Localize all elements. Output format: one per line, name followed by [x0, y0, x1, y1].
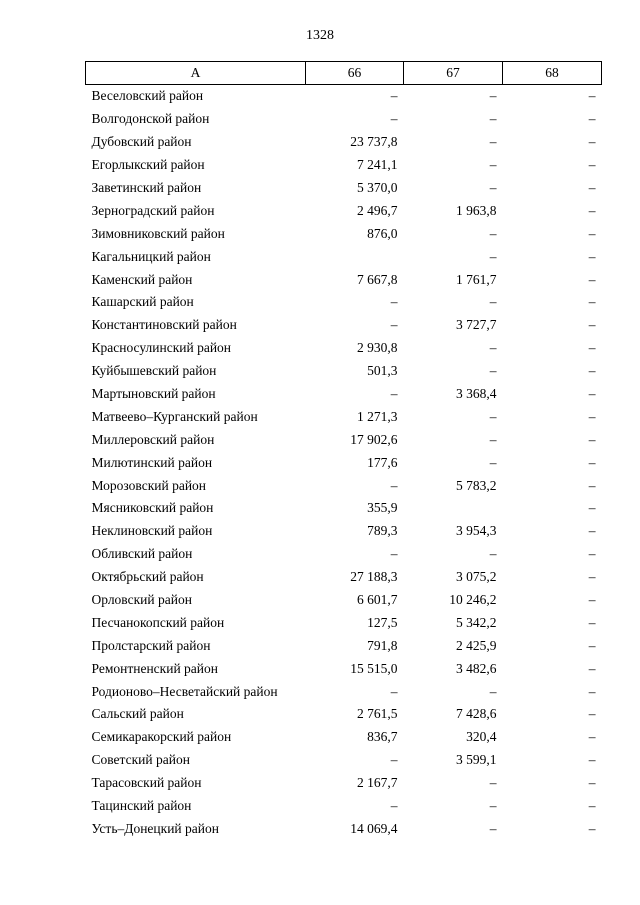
header-cell-67: 67: [404, 62, 503, 85]
district-name-cell: Кашарский район: [91, 294, 194, 310]
value-cell-67: –: [489, 775, 497, 791]
value-cell-68: –: [588, 660, 596, 676]
value-cell-67: 3 482,6: [456, 660, 497, 676]
value-cell-68: –: [588, 614, 596, 630]
value-cell-67: 1 963,8: [456, 202, 497, 218]
value-cell-66: 7 667,8: [357, 271, 398, 287]
table-row: [86, 405, 602, 428]
value-cell-67: –: [489, 546, 497, 562]
value-cell-67: 10 246,2: [449, 592, 497, 608]
header-cell-66: 66: [306, 62, 404, 85]
value-cell-67: 2 425,9: [456, 637, 497, 653]
district-name-cell: Волгодонской район: [91, 111, 210, 127]
table-row: [86, 199, 602, 222]
value-cell-67: 3 075,2: [456, 569, 497, 585]
value-cell-68: –: [588, 706, 596, 722]
table-row: [86, 795, 602, 818]
value-cell-67: 1 761,7: [456, 271, 497, 287]
value-cell-66: –: [390, 477, 398, 493]
value-cell-68: –: [588, 523, 596, 539]
value-cell-67: –: [489, 363, 497, 379]
table-row: [86, 566, 602, 589]
district-name-cell: Ремонтненский район: [91, 660, 218, 676]
district-name-cell: Песчанокопский район: [91, 614, 225, 630]
table-row: [86, 131, 602, 154]
value-cell-68: –: [588, 157, 596, 173]
value-cell-66: 836,7: [367, 729, 398, 745]
district-name-cell: Миллеровский район: [91, 431, 215, 447]
value-cell-68: –: [588, 775, 596, 791]
value-cell-68: –: [588, 111, 596, 127]
table-row: [86, 428, 602, 451]
table-row: [86, 383, 602, 406]
value-cell-66: 14 069,4: [350, 820, 398, 836]
value-cell-66: –: [390, 798, 398, 814]
district-name-cell: Советский район: [91, 752, 190, 768]
value-cell-66: –: [390, 317, 398, 333]
district-name-cell: Зимовниковский район: [91, 225, 225, 241]
value-cell-66: –: [390, 88, 398, 104]
value-cell-67: –: [489, 340, 497, 356]
value-cell-66: 15 515,0: [350, 660, 398, 676]
district-name-cell: Пролстарский район: [91, 637, 211, 653]
district-name-cell: Дубовский район: [91, 134, 192, 150]
value-cell-67: –: [489, 157, 497, 173]
value-cell-67: 7 428,6: [456, 706, 497, 722]
table-row: [86, 657, 602, 680]
value-cell-67: 3 727,7: [456, 317, 497, 333]
value-cell-68: –: [588, 134, 596, 150]
header-cell-a: А: [86, 62, 306, 85]
value-cell-68: –: [588, 386, 596, 402]
value-cell-66: –: [390, 683, 398, 699]
value-cell-68: –: [588, 180, 596, 195]
value-cell-67: 3 954,3: [456, 523, 497, 539]
table-row: [86, 360, 602, 383]
district-name-cell: Сальский район: [91, 706, 184, 722]
value-cell-66: –: [390, 386, 398, 402]
table-row: [86, 177, 602, 200]
table-row: [86, 749, 602, 772]
value-cell-67: –: [489, 454, 497, 470]
table-row: [86, 154, 602, 177]
value-cell-68: –: [588, 637, 596, 653]
value-cell-66: –: [390, 752, 398, 768]
table-row: [86, 337, 602, 360]
district-name-cell: Морозовский район: [91, 477, 207, 493]
value-cell-67: 320,4: [466, 729, 497, 745]
value-cell-68: –: [588, 546, 596, 562]
value-cell-66: 876,0: [367, 225, 398, 241]
value-cell-67: –: [489, 180, 497, 195]
value-cell-67: –: [489, 408, 497, 424]
value-cell-68: –: [588, 820, 596, 836]
value-cell-68: –: [588, 431, 596, 447]
value-cell-68: –: [588, 248, 596, 264]
value-cell-67: –: [489, 134, 497, 150]
value-cell-66: 355,9: [367, 500, 398, 516]
table-row: [86, 589, 602, 612]
header-cell-68: 68: [503, 62, 602, 85]
value-cell-67: 5 783,2: [456, 477, 497, 493]
value-cell-68: –: [588, 683, 596, 699]
value-cell-66: 2 167,7: [357, 775, 398, 791]
table-row: [86, 474, 602, 497]
table-row: [86, 726, 602, 749]
value-cell-67: –: [489, 225, 497, 241]
value-cell-68: –: [588, 798, 596, 814]
value-cell-68: –: [588, 317, 596, 333]
value-cell-68: –: [588, 569, 596, 585]
value-cell-67: –: [489, 111, 497, 127]
district-name-cell: Заветинский район: [91, 180, 202, 195]
district-name-cell: Куйбышевский район: [91, 363, 217, 379]
value-cell-67: 3 599,1: [456, 752, 497, 768]
district-name-cell: Зерноградский район: [91, 202, 215, 218]
table-row: [86, 520, 602, 543]
value-cell-66: 501,3: [367, 363, 398, 379]
value-cell-67: –: [489, 798, 497, 814]
district-name-cell: Кагальницкий район: [91, 248, 211, 264]
value-cell-68: –: [588, 454, 596, 470]
value-cell-68: –: [588, 408, 596, 424]
value-cell-68: –: [588, 500, 596, 516]
table-header-row: [86, 62, 602, 85]
data-table: [85, 61, 602, 840]
value-cell-66: 7 241,1: [357, 157, 398, 173]
value-cell-68: –: [588, 225, 596, 241]
district-name-cell: Красносулинский район: [91, 340, 232, 356]
value-cell-68: –: [588, 340, 596, 356]
value-cell-68: –: [588, 477, 596, 493]
value-cell-66: 27 188,3: [350, 569, 398, 585]
value-cell-66: 791,8: [367, 637, 398, 653]
value-cell-68: –: [588, 271, 596, 287]
table-row: [86, 85, 602, 108]
value-cell-68: –: [588, 202, 596, 218]
table-row: [86, 703, 602, 726]
district-name-cell: Мартыновский район: [91, 386, 216, 402]
value-cell-68: –: [588, 363, 596, 379]
value-cell-66: 2 761,5: [357, 706, 398, 722]
value-cell-67: [404, 497, 503, 520]
value-cell-66: 5 370,0: [357, 180, 398, 195]
value-cell-68: –: [588, 88, 596, 104]
district-name-cell: Семикаракорский район: [91, 729, 232, 745]
value-cell-67: –: [489, 88, 497, 104]
value-cell-66: 177,6: [367, 454, 398, 470]
table-row: [86, 268, 602, 291]
value-cell-66: 2 496,7: [357, 202, 398, 218]
page-number: 1328: [306, 28, 334, 43]
value-cell-66: [306, 245, 404, 268]
value-cell-66: 789,3: [367, 523, 398, 539]
table-body: [86, 85, 602, 841]
table-row: [86, 611, 602, 634]
table-row: [86, 772, 602, 795]
district-name-cell: Неклиновский район: [91, 523, 213, 539]
district-name-cell: Мясниковский район: [91, 500, 214, 516]
table-row: [86, 543, 602, 566]
value-cell-66: 6 601,7: [357, 592, 398, 608]
district-name-cell: Тарасовский район: [91, 775, 202, 791]
value-cell-67: 3 368,4: [456, 386, 497, 402]
value-cell-66: –: [390, 546, 398, 562]
district-name-cell: Милютинский район: [91, 454, 213, 470]
district-name-cell: Константиновский район: [91, 317, 237, 333]
value-cell-66: 17 902,6: [350, 431, 398, 447]
value-cell-67: –: [489, 294, 497, 310]
value-cell-66: 1 271,3: [357, 408, 398, 424]
value-cell-66: –: [390, 111, 398, 127]
table-row: [86, 291, 602, 314]
district-name-cell: Матвеево–Курганский район: [91, 408, 258, 424]
value-cell-66: 127,5: [367, 614, 398, 630]
value-cell-68: –: [588, 752, 596, 768]
district-name-cell: Егорлыкский район: [91, 157, 205, 173]
district-name-cell: Каменский район: [91, 271, 193, 287]
district-name-cell: Тацинский район: [91, 798, 192, 814]
table-row: [86, 451, 602, 474]
value-cell-66: –: [390, 294, 398, 310]
value-cell-67: –: [489, 683, 497, 699]
value-cell-67: –: [489, 431, 497, 447]
table-row: [86, 634, 602, 657]
district-name-cell: Октябрьский район: [91, 569, 204, 585]
district-name-cell: Обливский район: [91, 546, 193, 562]
table-row: [86, 818, 602, 841]
value-cell-67: –: [489, 248, 497, 264]
value-cell-68: –: [588, 592, 596, 608]
district-name-cell: Родионово–Несветайский район: [91, 683, 278, 699]
district-name-cell: Орловский район: [91, 592, 192, 608]
value-cell-67: 5 342,2: [456, 614, 497, 630]
value-cell-68: –: [588, 294, 596, 310]
district-name-cell: Веселовский район: [91, 88, 204, 104]
table-row: [86, 222, 602, 245]
value-cell-66: 2 930,8: [357, 340, 398, 356]
district-name-cell: Усть–Донецкий район: [91, 820, 219, 836]
value-cell-66: 23 737,8: [350, 134, 398, 150]
table-row: [86, 497, 602, 520]
table-row: [86, 245, 602, 268]
table-row: [86, 680, 602, 703]
table-row: [86, 314, 602, 337]
value-cell-67: –: [489, 820, 497, 836]
value-cell-68: –: [588, 729, 596, 745]
table-row: [86, 108, 602, 131]
